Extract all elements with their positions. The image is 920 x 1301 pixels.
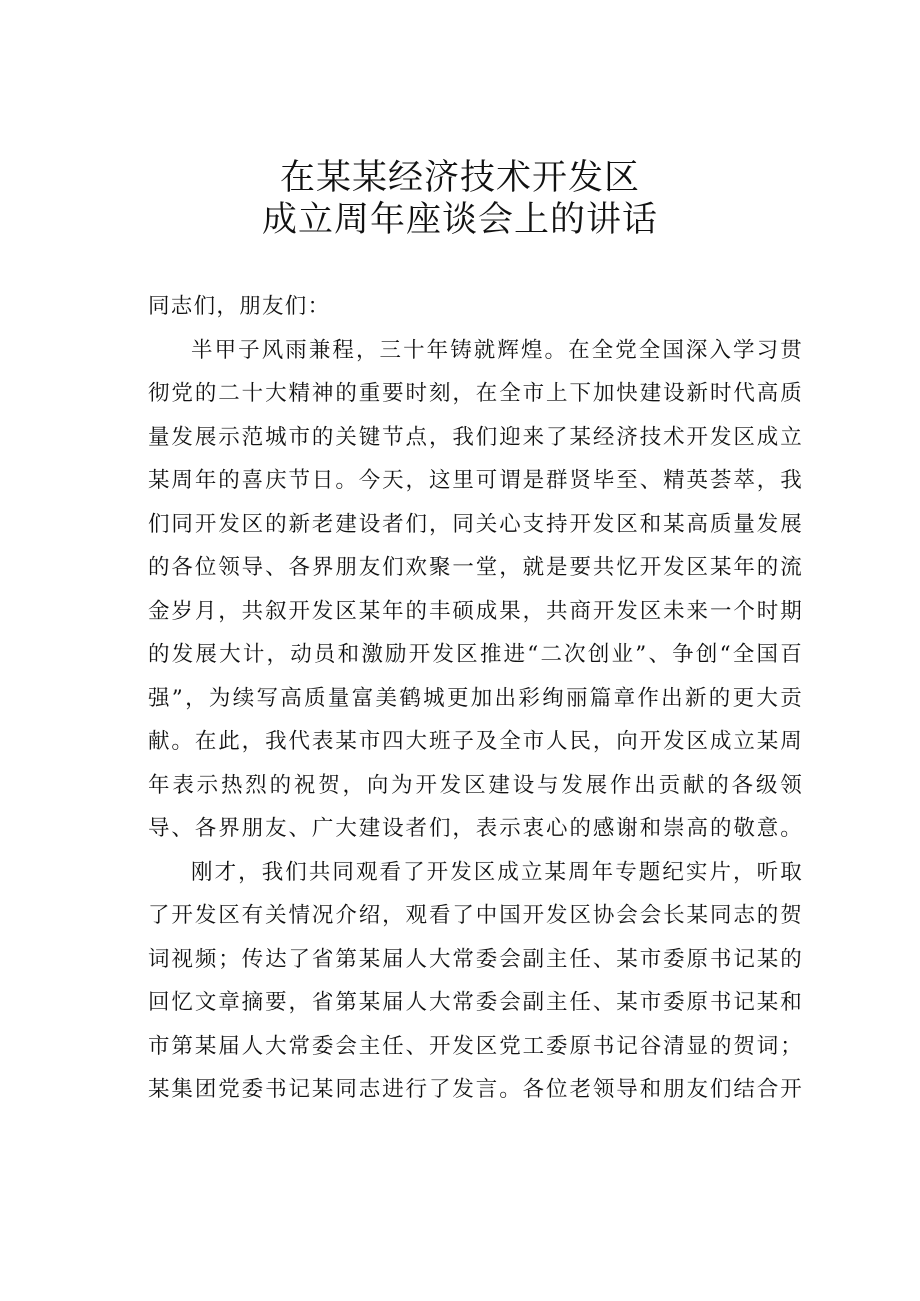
title-line-1: 在某某经济技术开发区 — [279, 158, 640, 198]
paragraph-opening: 半甲子风雨兼程，三十年铸就辉煌。在全党全国深入学习贯彻党的二十大精神的重要时刻，在全市上下加快建设新时代高质量发展示范城市的关键节点，我们迎来了某经济技术开发区成立某周年的喜庆节日。今天，这里可谓是群贤毕至、精英荟萃，我们同开发区的新老建设者们，同关心支持开发区和某高质量发展的各位领导、各界朋友们欢聚一堂，就是要共忆开发区某年的流金岁月，共叙开发区某年的丰硕成果，共商开发区未来一个时期的发展大计，动员和激励开发区推进“二次创业”、争创“全国百强”，为续写高质量富美鹤城更加出彩绚丽篇章作出新的更大贡献。在此，我代表某市四大班子及全市人民，向开发区成立某周年表示热烈的祝贺，向为开发区建设与发展作出贡献的各级领导、各界朋友、广大建设者们，表示衷心的感谢和崇高的敬意。 — [148, 337, 803, 841]
salutation: 同志们，朋友们： — [148, 294, 331, 319]
speech-body — [148, 285, 803, 1112]
title-line-2: 成立周年座谈会上的讲话 — [261, 200, 658, 240]
paragraph-review: 刚才，我们共同观看了开发区成立某周年专题纪实片，听取了开发区有关情况介绍，观看了中国开发区协会会长某同志的贺词视频；传达了省第某届人大常委会副主任、某市委原书记某的回忆文章摘要，省第某届人大常委会副主任、某市委原书记某和市第某届人大常委会主任、开发区党工委原书记谷清显的贺词；某集团党委书记某同志进行了发言。各位老领导和朋友们结合开 — [148, 859, 803, 1102]
document-title — [0, 157, 920, 241]
